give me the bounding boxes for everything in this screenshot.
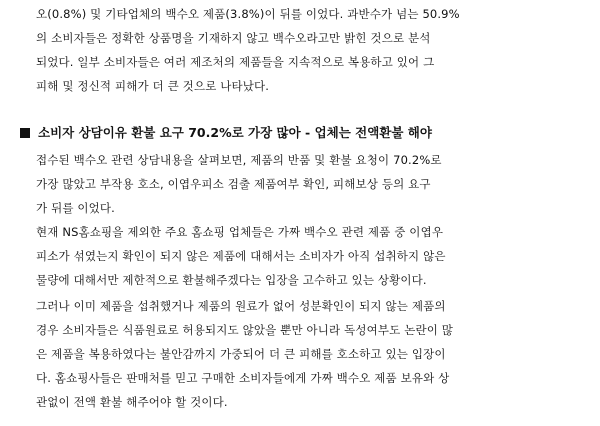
intro-line-4: 피해 및 정신적 피해가 더 큰 것으로 나타났다. <box>36 79 270 93</box>
intro-line-2: 의 소비자들은 정확한 상품명을 기재하지 않고 백수오라고만 밝힌 것으로 분석 <box>36 31 431 45</box>
body-line-5: 피소가 섞였는지 확인이 되지 않은 제품에 대해서는 소비자가 아직 섭취하지 않은 <box>36 249 446 263</box>
body-line-4: 현재 NS홈쇼핑을 제외한 주요 홈쇼핑 업체들은 가짜 백수오 관련 제품 중 이엽우 <box>36 225 444 239</box>
intro-line-1: 오(0.8%) 및 기타업체의 백수오 제품(3.8%)이 뒤를 이었다. 과반수가 넘는 50.9% <box>36 7 460 21</box>
square-bullet-icon <box>20 128 30 138</box>
section-heading <box>20 124 432 142</box>
body-line-11: 관없이 전액 환불 해주어야 할 것이다. <box>36 395 228 409</box>
body-line-3: 가 뒤를 이었다. <box>36 201 115 215</box>
body-line-9: 은 제품을 복용하였다는 불안감까지 가중되어 더 큰 피해를 호소하고 있는 입장이 <box>36 347 446 361</box>
body-line-10: 다. 홈쇼핑사들은 판매처를 믿고 구매한 소비자들에게 가짜 백수오 제품 보유와 상 <box>36 371 450 385</box>
body-line-1: 접수된 백수오 관련 상담내용을 살펴보면, 제품의 반품 및 환불 요청이 70.2%로 <box>36 153 442 167</box>
body-line-7: 그러나 이미 제품을 섭취했거나 제품의 원료가 없어 성분확인이 되지 않는 제품의 <box>36 299 446 313</box>
intro-line-3: 되었다. 일부 소비자들은 여러 제조처의 제품들을 지속적으로 복용하고 있어 그 <box>36 55 435 69</box>
body-line-2: 가장 많았고 부작용 호소, 이엽우피소 검출 제품여부 확인, 피해보상 등의 요구 <box>36 177 431 191</box>
body-line-8: 경우 소비자들은 식품원료로 허용되지도 않았을 뿐만 아니라 독성여부도 논란이 많 <box>36 323 454 337</box>
section-heading-text: 소비자 상담이유 환불 요구 70.2%로 가장 많아 - 업체는 전액환불 해야 <box>38 125 432 140</box>
body-line-6: 물량에 대해서만 제한적으로 환불해주겠다는 입장을 고수하고 있는 상황이다. <box>36 273 427 287</box>
